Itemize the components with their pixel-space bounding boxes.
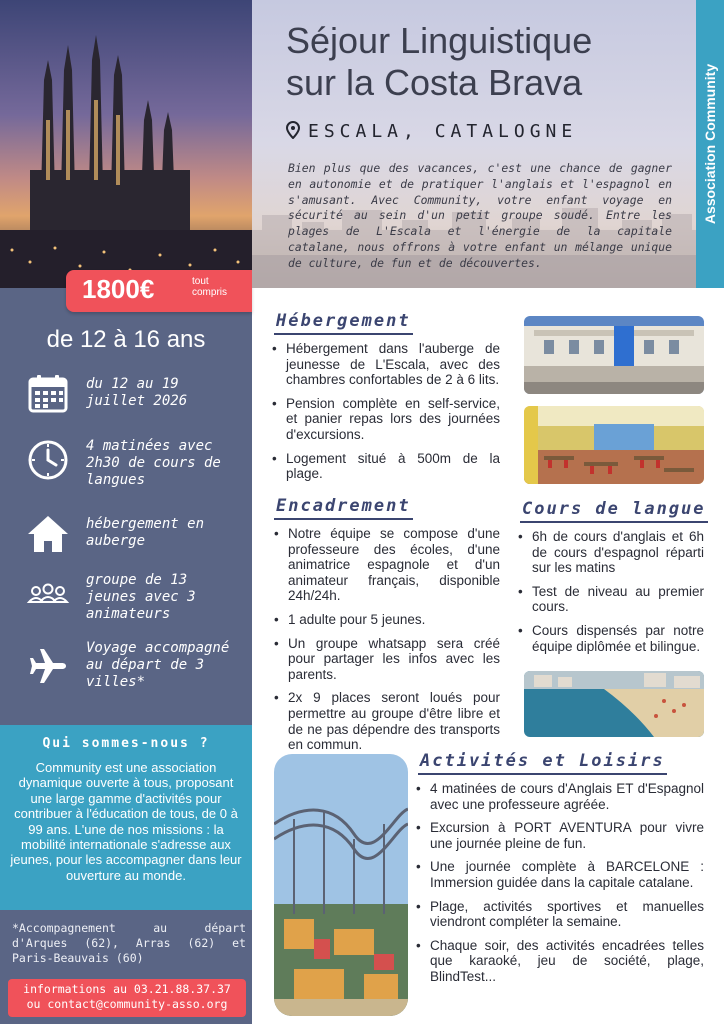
plane-icon [26,644,70,688]
contact-email[interactable]: ou contact@community-asso.org [26,997,228,1011]
hebergement-list [272,341,500,490]
activites-title: Activités et Loisirs [418,751,667,775]
list-item: • Une journée complète à BARCELONE : Immersion guidée dans la capitale catalane. [416,859,704,890]
list-item: • Hébergement dans l'auberge de jeunesse de L'Escala, avec des chambres confortables de 2 à 6 lits. [272,341,500,388]
list-item: • Excursion à PORT AVENTURA pour vivre une journée pleine de fun. [416,820,704,851]
title-line-2: sur la Costa Brava [286,62,583,103]
house-icon [26,512,70,556]
beach-photo [524,671,704,737]
cours-title: Cours de langue [520,499,708,523]
sagrada-familia-photo [0,0,252,288]
info-courses-text: 4 matinées avec 2h30 de cours de langues [86,438,221,488]
dining-hall-photo [524,406,704,484]
about-text: Community est une association dynamique ouverte à tous, proposant une large gamme d'activités pour contribuer à l'éducation de tous, de 0 à 99 ans. L'une de nos missions : la mobilité internationale s'adresse aux jeunes, pour les accompagner dans leur ouverture au monde. [10,760,242,883]
price-note: tout compris [192,276,228,298]
list-item: • Un groupe whatsapp sera créé pour partager les infos avec les parents. [274,636,500,683]
contact-phone[interactable]: informations au 03.21.88.37.37 [23,982,231,996]
group-icon [26,572,70,616]
header-banner [252,0,696,288]
theme-park-photo [274,754,408,1016]
info-travel-text: Voyage accompagné au départ de 3 villes* [86,640,230,690]
list-item: • 1 adulte pour 5 jeunes. [274,612,500,628]
activites-list [416,781,704,993]
location [286,121,686,142]
list-item: • Cours dispensés par notre équipe diplômée et bilingue. [518,623,704,654]
calendar-icon [26,372,70,416]
intro-text: Bien plus que des vacances, c'est une chance de gagner en autonomie et de pratiquer l'anglais et l'espagnol en s'amusant. Avec Community, votre enfant voyage en sécurité au sein d'un petit groupe soudé. Entre les plages de L'Escala et l'énergie de la capitale catalane, nous offrons à votre enfant un mélange unique de culture, de fun et de découvertes. [288,161,672,270]
age-range: de 12 à 16 ans [46,326,206,353]
encadrement-title: Encadrement [274,496,413,520]
contact-box [8,979,246,1017]
brand-logo: Association Community [702,63,718,225]
list-item: • Pension complète en self-service, et panier repas lors des journées d'excursions. [272,396,500,443]
location-text: ESCALA, CATALOGNE [308,121,578,142]
left-sidebar [0,0,252,1024]
title-line-1: Séjour Linguistique [286,20,593,61]
price-value: 1800€ [82,274,155,304]
list-item: • Logement situé à 500m de la plage. [272,451,500,482]
page-title [286,20,686,104]
cours-list [518,529,704,662]
price-badge [66,270,252,312]
list-item: • Notre équipe se compose d'une professeure des écoles, d'une animatrice espagnole et d'un animateur français, disponible 24h/24h. [274,526,500,604]
encadrement-list [274,526,500,761]
list-item: • 2x 9 places seront loués pour permettre au groupe d'être libre et de ne pas dépendre des transports en commun. [274,690,500,752]
list-item: • 4 matinées de cours d'Anglais ET d'Espagnol avec une professeure agréée. [416,781,704,812]
list-item: • 6h de cours d'anglais et 6h de cours d'espagnol réparti sur les matins [518,529,704,576]
list-item: • Chaque soir, des activités encadrées telles que karaoké, jeu de société, plage, BlindTest... [416,938,704,985]
list-item: • Test de niveau au premier cours. [518,584,704,615]
departure-footnote: *Accompagnement au départ d'Arques (62), Arras (62) et Paris-Beauvais (60) [12,921,246,965]
brand-strip [696,0,724,288]
list-item: • Plage, activités sportives et manuelles viendront compléter la semaine. [416,899,704,930]
info-dates-text: du 12 au 19 juillet 2026 [86,376,188,409]
info-group-text: groupe de 13 jeunes avec 3 animateurs [86,572,196,622]
map-pin-icon [286,122,300,140]
about-title: Qui sommes-nous ? [42,736,210,751]
clock-icon [26,438,70,482]
hostel-exterior-photo [524,316,704,394]
info-lodging-text: hébergement en auberge [86,516,205,549]
hebergement-title: Hébergement [274,311,413,335]
about-box [0,725,252,910]
